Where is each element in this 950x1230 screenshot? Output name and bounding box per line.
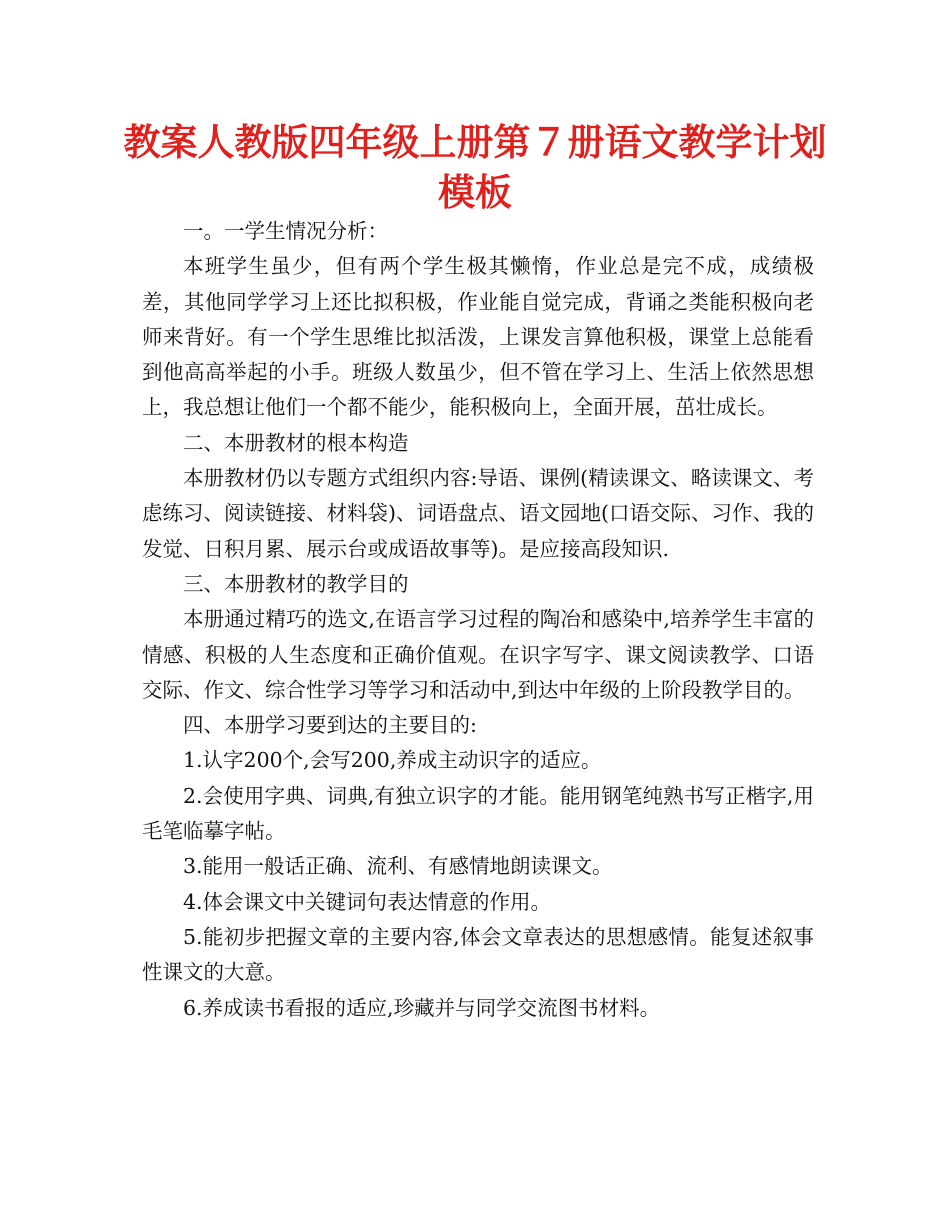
objective-item-5: 5.能初步把握文章的主要内容,体会文章表达的思想感情。能复述叙事性课文的大意。 <box>142 924 814 985</box>
paragraph-student-analysis: 本班学生虽少，但有两个学生极其懒惰，作业总是完不成，成绩极差，其他同学学习上还比拟积极，作业能自觉完成，背诵之类能积极向老师来背好。有一个学生思维比拟活泼，上课发言算他积极，课堂上总能看到他高高举起的小手。班级人数虽少，但不管在学习上、生活上依然思想上，我总想让他们一个都不能少，能积极向上，全面开展，茁壮成长。 <box>142 254 814 420</box>
paragraph-teaching-goals: 本册通过精巧的选文,在语言学习过程的陶冶和感染中,培养学生丰富的情感、积极的人生态度和正确价值观。在识字写字、课文阅读教学、口语交际、作文、综合性学习等学习和活动中,到达中年级的上阶段教学目的。 <box>142 607 814 702</box>
section-heading-student-analysis: 一。一学生情况分析： <box>183 219 388 243</box>
document-title: 教案人教版四年级上册第７册语文教学计划模板 <box>123 121 827 214</box>
document-body <box>142 214 814 1026</box>
objective-item-6: 6.养成读书看报的适应,珍藏并与同学交流图书材料。 <box>183 995 661 1020</box>
paragraph-textbook-structure: 本册教材仍以专题方式组织内容:导语、课例(精读课文、略读课文、考虑练习、阅读链接、材料袋)、词语盘点、语文园地(口语交际、习作、我的发觉、日积月累、展示台或成语故事等)。是应接高段知识. <box>142 466 814 561</box>
section-heading-teaching-goals: 三、本册教材的教学目的 <box>183 571 409 596</box>
section-heading-main-objectives: 四、本册学习要到达的主要目的: <box>183 713 477 738</box>
objective-item-4: 4.体会课文中关键词句表达情意的作用。 <box>183 889 552 914</box>
objective-item-2: 2.会使用字典、词典,有独立识字的才能。能用钢笔纯熟书写正楷字,用毛笔临摹字帖。 <box>142 783 814 844</box>
section-heading-textbook-structure: 二、本册教材的根本构造 <box>183 430 409 455</box>
objective-item-3: 3.能用一般话正确、流利、有感情地朗读课文。 <box>183 854 613 879</box>
objective-item-1: 1.认字200个,会写200,养成主动识字的适应。 <box>183 748 602 773</box>
